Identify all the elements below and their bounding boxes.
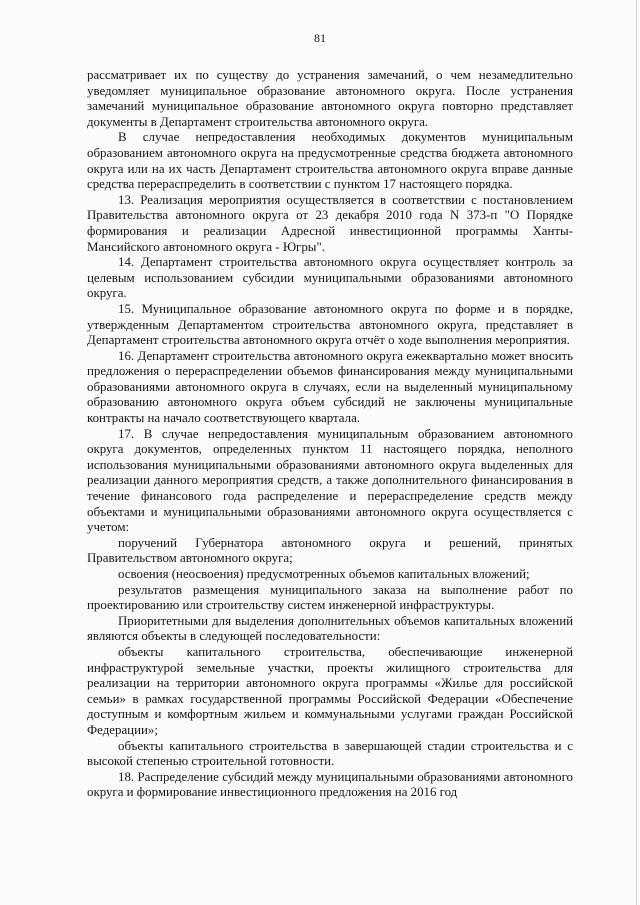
document-body [87, 68, 573, 801]
paragraph: результатов размещения муниципального заказа на выполнение работ по проектированию или строительству систем инженерной инфраструктуры. [87, 582, 573, 613]
page-number: 81 [314, 31, 326, 45]
paragraph-item-15: 15. Муниципальное образование автономного округа по форме и в порядке, утвержденным Департаментом строительства автономного округа, представляет в Департамент строительства автономного округа отчёт о ходе выполнения мероприятия. [87, 301, 573, 348]
paragraph: освоения (неосвоения) предусмотренных объемов капитальных вложений; [118, 567, 530, 581]
paragraph-item-16: 16. Департамент строительства автономного округа ежеквартально может вносить предложения о перераспределении объемов финансирования между муниципальными образованиями автономного округа в случаях, если на выделенный муниципальному образованию автономного округа объем субсидий не заключены муниципальные контракты на начало соответствующего квартала. [87, 348, 573, 426]
scan-edge [636, 0, 637, 905]
paragraph-item-14: 14. Департамент строительства автономного округа осуществляет контроль за целевым использованием субсидии муниципальными образованиями автономного округа. [87, 255, 573, 301]
paragraph-item-13: 13. Реализация мероприятия осуществляется в соответствии с постановлением Правительства автономного округа от 23 декабря 2010 года N 373-п "О Порядке формирования и реализации Адресной инвестиционной программы Ханты-Мансийского автономного округа - Югры". [87, 192, 573, 254]
paragraph-item-18: 18. Распределение субсидий между муниципальными образованиями автономного округа и формирование инвестиционного предложения на 2016 год [87, 769, 573, 800]
paragraph: В случае непредоставления необходимых документов муниципальным образованием автономного округа на предусмотренные средства бюджета автономного округа или на их часть Департамент строительства автономного округа вправе данные средства перераспределить в соответствии с пунктом 17 настоящего порядка. [87, 130, 573, 192]
paragraph-item-17: 17. В случае непредоставления муниципальным образованием автономного округа документов, определенных пунктом 11 настоящего порядка, неполного использования муниципальными образованиями автономного округа выделенных для реализации данного мероприятия средств, а также дополнительного финансирования в течение финансового года распределение и перераспределение средств между объектами и муниципальными образованиями автономного округа осуществляется с учетом: [87, 426, 573, 535]
paragraph: рассматривает их по существу до устранения замечаний, о чем незамедлительно уведомляет муниципальное образование автономного округа. После устранения замечаний муниципальное образование автономного округа повторно представляет документы в Департамент строительства автономного округа. [87, 68, 573, 129]
paragraph: Приоритетными для выделения дополнительных объемов капитальных вложений являются объекты в следующей последовательности: [87, 613, 573, 644]
paragraph: объекты капитального строительства, обеспечивающие инженерной инфраструктурой земельные участки, проекты жилищного строительства для реализации на территории автономного округа программы «Жилье для российской семьи» в рамках государственной программы Российской Федерации «Обеспечение доступным и комфортным жильем и коммунальными услугами граждан Российской Федерации»; [87, 644, 573, 737]
paragraph: объекты капитального строительства в завершающей стадии строительства и с высокой степенью строительной готовности. [87, 738, 573, 769]
paragraph: поручений Губернатора автономного округа и решений, принятых Правительством автономного округа; [87, 535, 573, 566]
